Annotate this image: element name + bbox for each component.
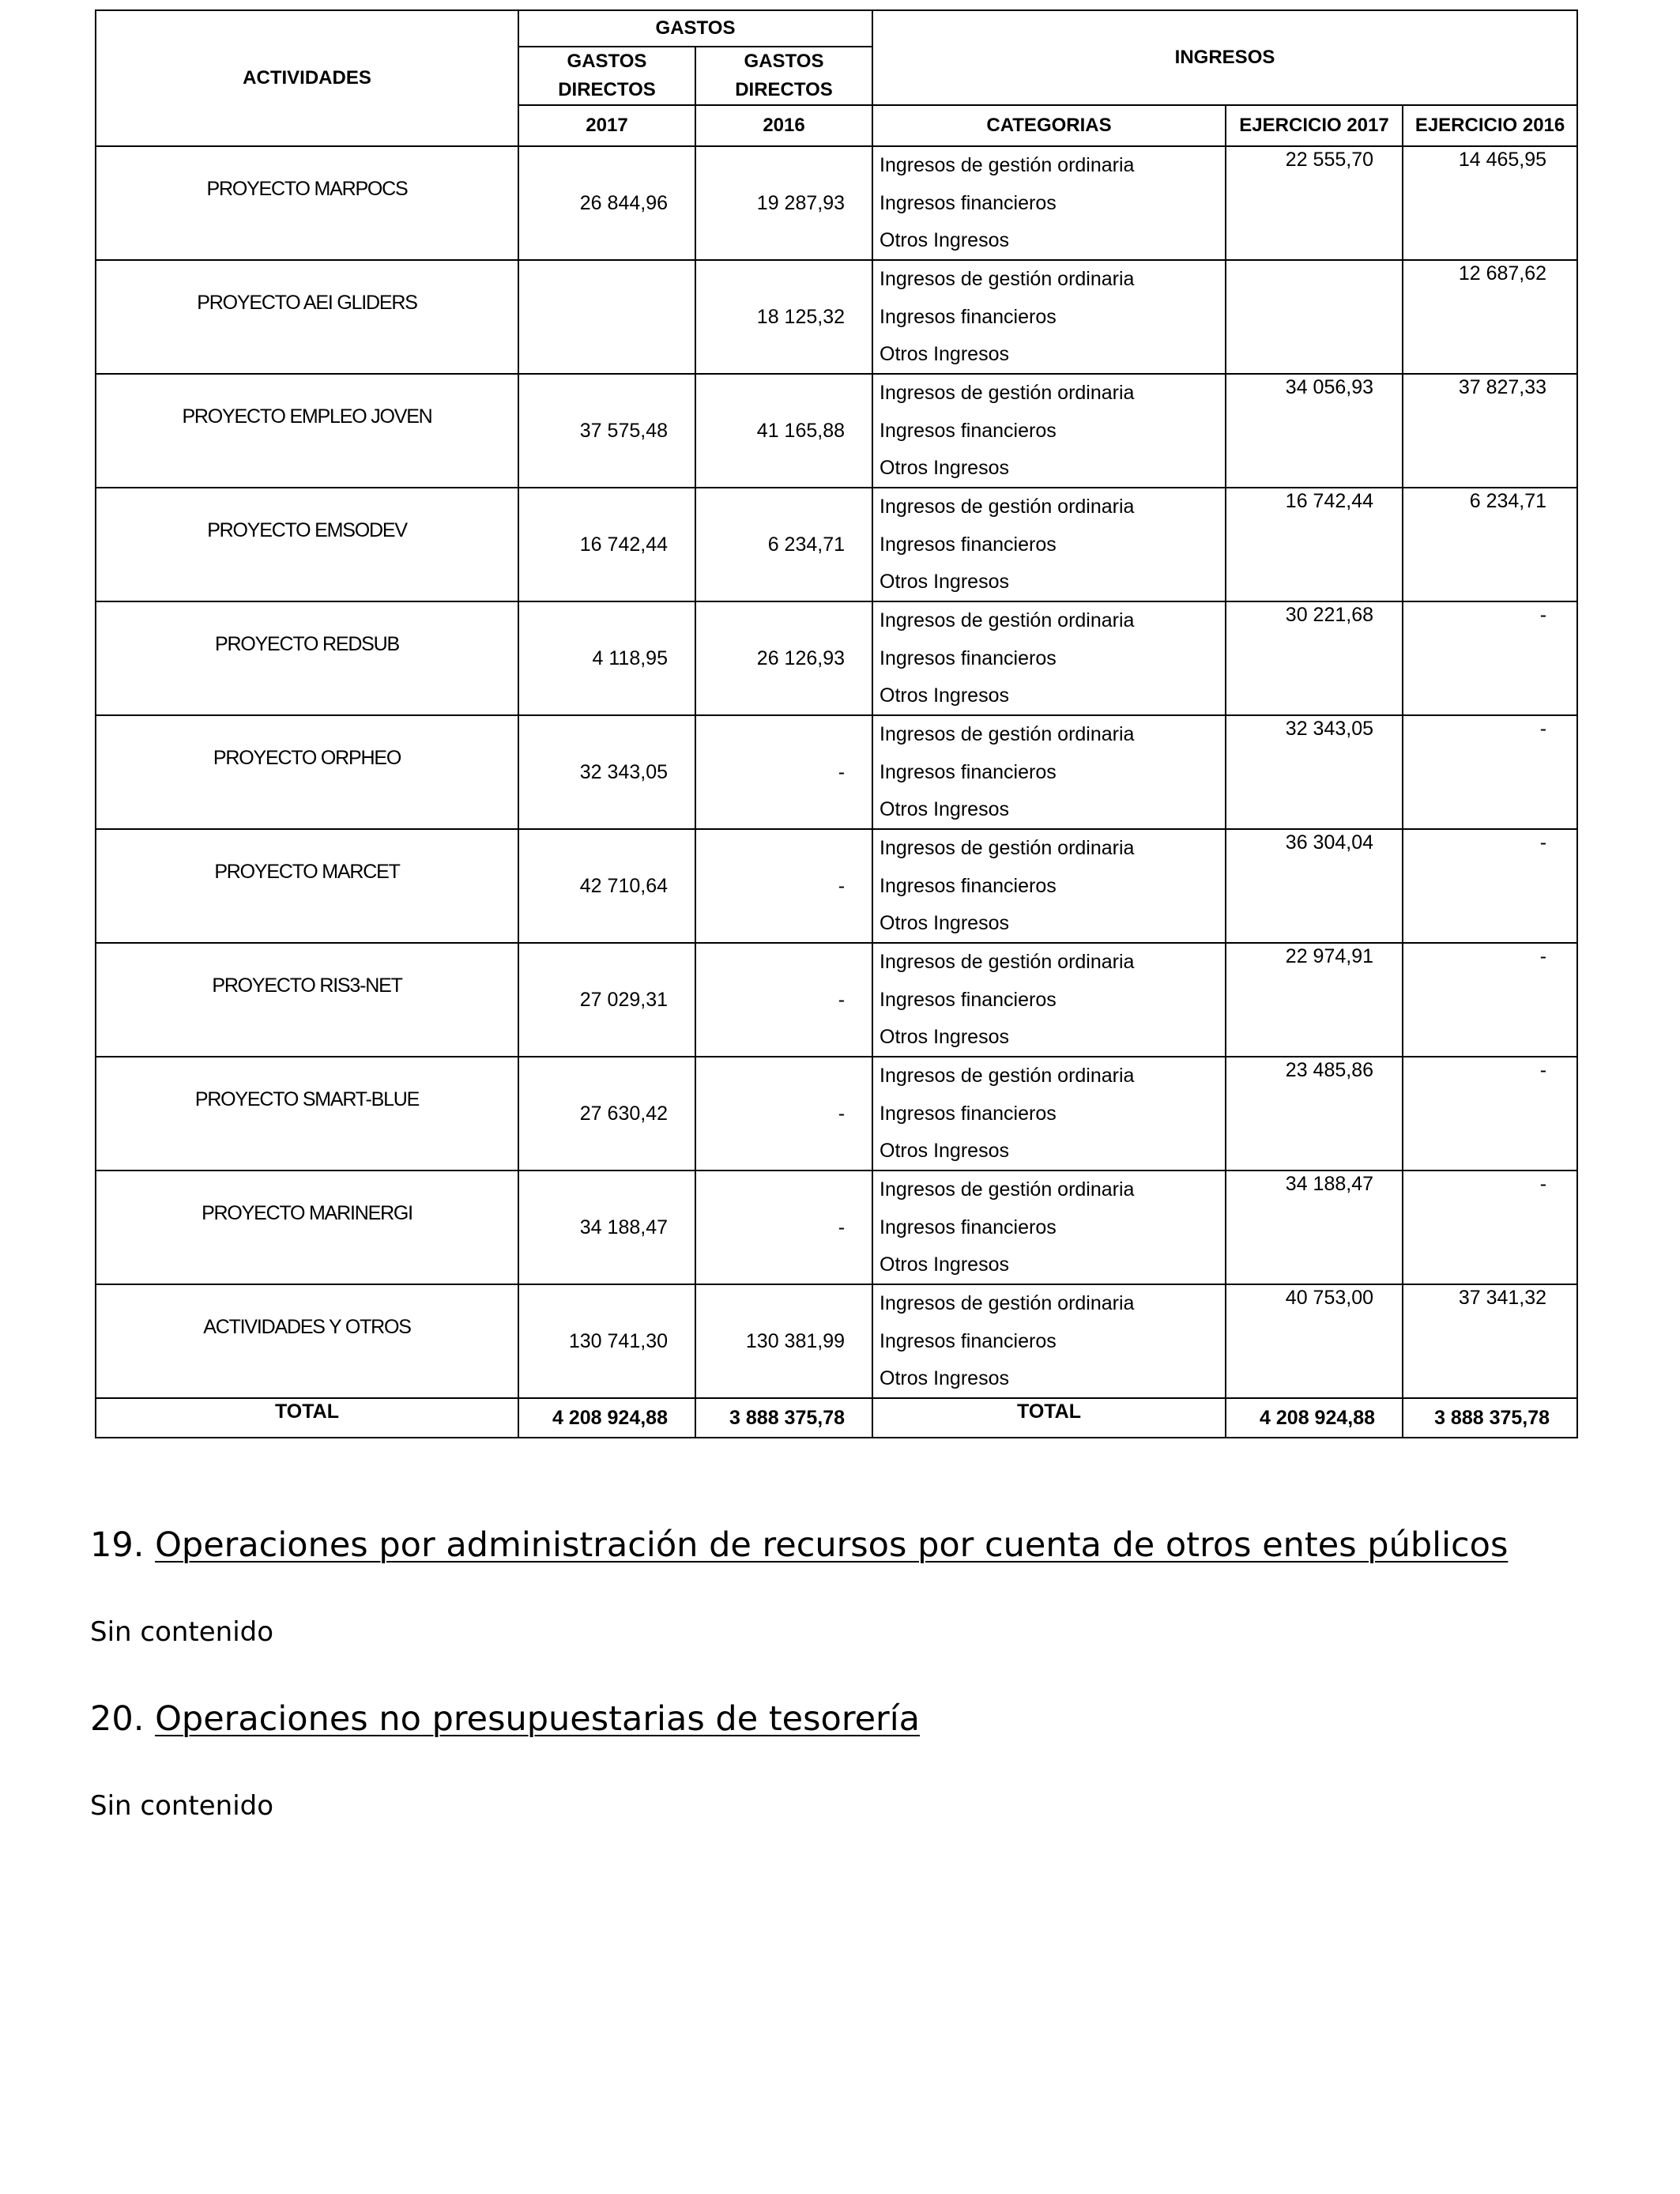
category-label: Ingresos de gestión ordinaria (872, 374, 1226, 412)
table-row (96, 488, 1577, 526)
table-row (96, 146, 1577, 184)
section-19-title: Operaciones por administración de recursos por cuenta de otros entes públicos (155, 1525, 1509, 1565)
header-categorias: CATEGORIAS (872, 105, 1226, 146)
gastos-2017-value: 26 844,96 (518, 146, 695, 260)
category-label: Otros Ingresos (872, 1246, 1226, 1284)
category-label: Ingresos financieros (872, 981, 1226, 1019)
ejercicio-2016-value: 6 234,71 (1403, 488, 1577, 601)
category-label: Ingresos financieros (872, 1208, 1226, 1246)
activity-name: PROYECTO MARCET (96, 829, 518, 943)
activity-name: PROYECTO AEI GLIDERS (96, 260, 518, 374)
ejercicio-2017-value: 22 555,70 (1226, 146, 1403, 260)
activity-name: ACTIVIDADES Y OTROS (96, 1284, 518, 1398)
table-row (96, 260, 1577, 298)
total-ejercicio-2016: 3 888 375,78 (1403, 1398, 1577, 1438)
category-label: Ingresos financieros (872, 526, 1226, 564)
section-20-body: Sin contenido (90, 1790, 274, 1822)
gastos-2017-value: 27 029,31 (518, 943, 695, 1057)
category-label: Otros Ingresos (872, 1019, 1226, 1057)
total-ejercicio-2017: 4 208 924,88 (1226, 1398, 1403, 1438)
ejercicio-2017-value: 32 343,05 (1226, 715, 1403, 829)
gastos-2016-value: 19 287,93 (695, 146, 872, 260)
total-label-left: TOTAL (96, 1398, 518, 1438)
ejercicio-2016-value: - (1403, 829, 1577, 943)
gastos-2017-value: 32 343,05 (518, 715, 695, 829)
table-row (96, 601, 1577, 639)
gastos-2017-value: 4 118,95 (518, 601, 695, 715)
gastos-2016-value: 41 165,88 (695, 374, 872, 488)
category-label: Ingresos de gestión ordinaria (872, 488, 1226, 526)
table-row (96, 715, 1577, 753)
category-label: Ingresos de gestión ordinaria (872, 943, 1226, 981)
total-row (96, 1398, 1577, 1438)
gastos-2017-value: 42 710,64 (518, 829, 695, 943)
header-year-2016: 2016 (695, 105, 872, 146)
category-label: Ingresos financieros (872, 639, 1226, 677)
activity-name: PROYECTO SMART-BLUE (96, 1057, 518, 1171)
table-row (96, 943, 1577, 981)
table-row (96, 1057, 1577, 1095)
category-label: Otros Ingresos (872, 222, 1226, 260)
category-label: Otros Ingresos (872, 677, 1226, 715)
category-label: Ingresos de gestión ordinaria (872, 829, 1226, 867)
total-label-right: TOTAL (872, 1398, 1226, 1438)
ejercicio-2017-value: 36 304,04 (1226, 829, 1403, 943)
category-label: Ingresos financieros (872, 412, 1226, 450)
ejercicio-2017-value: 16 742,44 (1226, 488, 1403, 601)
section-19-number: 19. (90, 1525, 145, 1565)
category-label: Otros Ingresos (872, 1360, 1226, 1398)
section-19-body: Sin contenido (90, 1616, 274, 1648)
header-year-2017: 2017 (518, 105, 695, 146)
header-gastos: GASTOS (518, 10, 872, 47)
category-label: Ingresos de gestión ordinaria (872, 601, 1226, 639)
gastos-2016-value: - (695, 829, 872, 943)
gastos-2017-value: 34 188,47 (518, 1171, 695, 1284)
gastos-2017-value: 130 741,30 (518, 1284, 695, 1398)
header-actividades: ACTIVIDADES (96, 10, 518, 146)
table-row (96, 374, 1577, 412)
activity-name: PROYECTO MARPOCS (96, 146, 518, 260)
category-label: Otros Ingresos (872, 564, 1226, 601)
ejercicio-2016-value: - (1403, 1171, 1577, 1284)
ejercicio-2017-value: 40 753,00 (1226, 1284, 1403, 1398)
section-20-title: Operaciones no presupuestarias de tesorería (155, 1699, 921, 1739)
header-ejercicio-2016: EJERCICIO 2016 (1403, 105, 1577, 146)
activity-name: PROYECTO MARINERGI (96, 1171, 518, 1284)
category-label: Otros Ingresos (872, 1133, 1226, 1171)
category-label: Ingresos financieros (872, 298, 1226, 336)
category-label: Ingresos de gestión ordinaria (872, 1171, 1226, 1208)
category-label: Ingresos financieros (872, 1322, 1226, 1360)
section-20-number: 20. (90, 1699, 145, 1739)
category-label: Ingresos de gestión ordinaria (872, 1284, 1226, 1322)
category-label: Ingresos de gestión ordinaria (872, 146, 1226, 184)
header-gastos-directos-2017: GASTOS DIRECTOS (518, 47, 695, 105)
gastos-2017-value: 27 630,42 (518, 1057, 695, 1171)
ejercicio-2016-value: - (1403, 943, 1577, 1057)
gastos-2016-value: - (695, 1171, 872, 1284)
total-gastos-2017: 4 208 924,88 (518, 1398, 695, 1438)
ejercicio-2016-value: - (1403, 1057, 1577, 1171)
ejercicio-2017-value: 30 221,68 (1226, 601, 1403, 715)
income-expense-table (95, 9, 1578, 1438)
gastos-2016-value: 6 234,71 (695, 488, 872, 601)
category-label: Ingresos de gestión ordinaria (872, 260, 1226, 298)
ejercicio-2017-value: 22 974,91 (1226, 943, 1403, 1057)
section-19-heading (90, 1525, 1508, 1565)
category-label: Otros Ingresos (872, 450, 1226, 488)
category-label: Otros Ingresos (872, 336, 1226, 374)
header-ejercicio-2017: EJERCICIO 2017 (1226, 105, 1403, 146)
ejercicio-2017-value: 34 188,47 (1226, 1171, 1403, 1284)
table-row (96, 829, 1577, 867)
activity-name: PROYECTO EMPLEO JOVEN (96, 374, 518, 488)
ejercicio-2017-value: 23 485,86 (1226, 1057, 1403, 1171)
ejercicio-2016-value: 37 827,33 (1403, 374, 1577, 488)
ejercicio-2017-value: 34 056,93 (1226, 374, 1403, 488)
category-label: Ingresos financieros (872, 1095, 1226, 1133)
table-row (96, 1171, 1577, 1208)
table-row (96, 1284, 1577, 1322)
category-label: Ingresos de gestión ordinaria (872, 1057, 1226, 1095)
activity-name: PROYECTO ORPHEO (96, 715, 518, 829)
section-20-heading (90, 1699, 920, 1739)
gastos-2017-value: 16 742,44 (518, 488, 695, 601)
activity-name: PROYECTO EMSODEV (96, 488, 518, 601)
category-label: Ingresos de gestión ordinaria (872, 715, 1226, 753)
gastos-2016-value: 26 126,93 (695, 601, 872, 715)
gastos-2017-value: 37 575,48 (518, 374, 695, 488)
ejercicio-2016-value: 12 687,62 (1403, 260, 1577, 374)
activity-name: PROYECTO REDSUB (96, 601, 518, 715)
ejercicio-2016-value: 37 341,32 (1403, 1284, 1577, 1398)
gastos-2017-value (518, 260, 695, 374)
gastos-2016-value: 130 381,99 (695, 1284, 872, 1398)
ejercicio-2016-value: - (1403, 601, 1577, 715)
gastos-2016-value: 18 125,32 (695, 260, 872, 374)
gastos-2016-value: - (695, 1057, 872, 1171)
header-ingresos: INGRESOS (872, 10, 1577, 105)
header-gastos-directos-2016: GASTOS DIRECTOS (695, 47, 872, 105)
ejercicio-2017-value (1226, 260, 1403, 374)
category-label: Ingresos financieros (872, 867, 1226, 905)
total-gastos-2016: 3 888 375,78 (695, 1398, 872, 1438)
category-label: Otros Ingresos (872, 905, 1226, 943)
ejercicio-2016-value: 14 465,95 (1403, 146, 1577, 260)
activity-name: PROYECTO RIS3-NET (96, 943, 518, 1057)
category-label: Ingresos financieros (872, 184, 1226, 222)
gastos-2016-value: - (695, 943, 872, 1057)
ejercicio-2016-value: - (1403, 715, 1577, 829)
category-label: Ingresos financieros (872, 753, 1226, 791)
gastos-2016-value: - (695, 715, 872, 829)
category-label: Otros Ingresos (872, 791, 1226, 829)
